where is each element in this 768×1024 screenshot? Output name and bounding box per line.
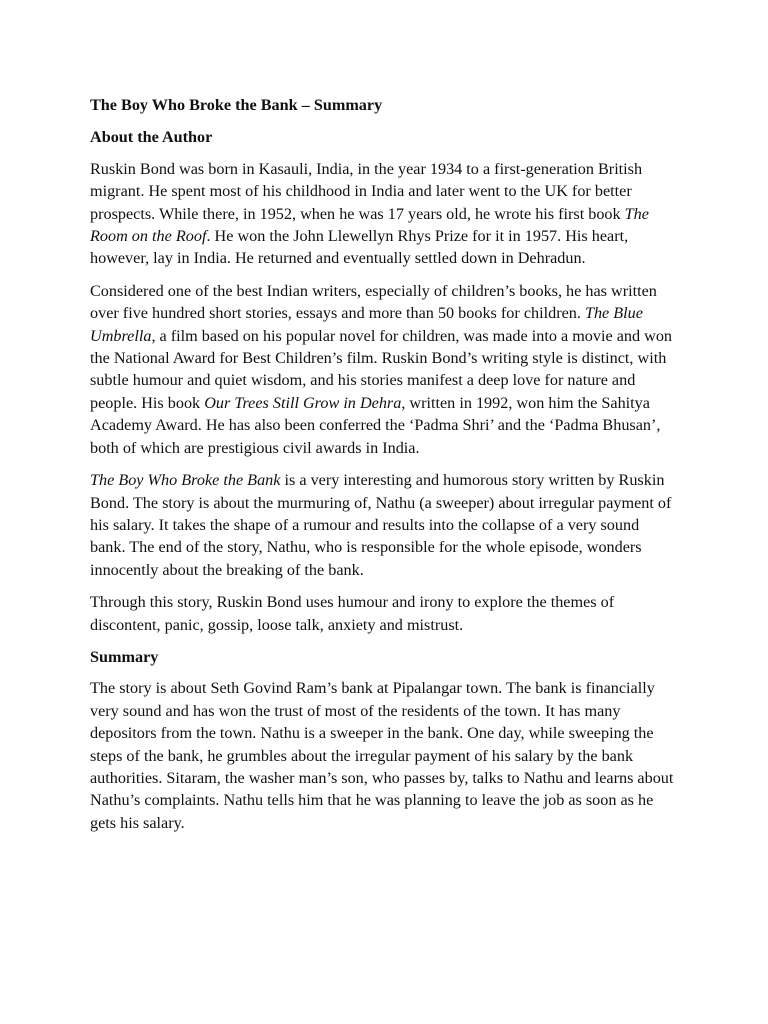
summary-paragraph-1: The story is about Seth Govind Ram’s bank at Pipalangar town. The bank is financially very sound and has won the trust of most of the residents of the town. It has many depositors from the town. Nathu is a sweeper in the bank. One day, while sweeping the steps of the bank, he grumbles about the irregular payment of his salary by the bank authorities. Sitaram, the washer man’s son, who passes by, talks to Nathu and learns about Nathu’s complaints. Nathu tells him that he was planning to leave the job as soon as he gets his salary. — [90, 679, 674, 832]
document-title: The Boy Who Broke the Bank – Summary — [90, 96, 383, 114]
about-paragraph-1 — [90, 158, 678, 270]
text-run: , written in 1992, won him the Sahitya Academy Award. He has also been conferred the ‘Padma Shri’ and the ‘Padma Bhusan’, both of which are prestigious civil awards in India. — [90, 393, 661, 457]
about-paragraph-4: Through this story, Ruskin Bond uses humour and irony to explore the themes of discontent, panic, gossip, loose talk, anxiety and mistrust. — [90, 593, 615, 634]
about-author-heading: About the Author — [90, 128, 213, 147]
about-paragraph-3 — [90, 469, 678, 581]
text-run: , a film based on his popular novel for children, was made into a movie and won the National Award for Best Children’s film. Ruskin Bond’s writing style is distinct, with subtle humour and quiet wisdom, and his stories manifest a deep love for nature and people. His book — [90, 326, 673, 412]
text-run: . He won the John Llewellyn Rhys Prize for it in 1957. His heart, however, lay in India. He returned and eventually settled down in Dehradun. — [90, 227, 629, 268]
story-title: The Boy Who Broke the Bank — [90, 471, 281, 490]
text-run: is a very interesting and humorous story written by Ruskin Bond. The story is about the murmuring of, Nathu (a sweeper) about irregular payment of his salary. It takes the shape of a rumour and results into the collapse of a very sound bank. The end of the story, Nathu, who is responsible for the whole episode, wonders innocently about the breaking of the bank. — [90, 471, 672, 579]
book-title-room-on-the-roof: The Room on the Roof — [90, 204, 649, 246]
summary-heading: Summary — [90, 647, 159, 666]
film-title-blue-umbrella: The Blue Umbrella — [90, 304, 643, 345]
book-title-our-trees: Our Trees Still Grow in Dehra — [204, 393, 402, 412]
text-run: Considered one of the best Indian writers, especially of children’s books, he has written over five hundred short stories, essays and more than 50 books for children. — [90, 281, 657, 323]
text-run: Ruskin Bond was born in Kasauli, India, in the year 1934 to a first-generation British migrant. He spent most of his childhood in India and later went to the UK for better prospects. While there, in 1952, when he was 17 years old, he wrote his first book — [90, 159, 643, 223]
about-paragraph-2 — [90, 280, 678, 459]
